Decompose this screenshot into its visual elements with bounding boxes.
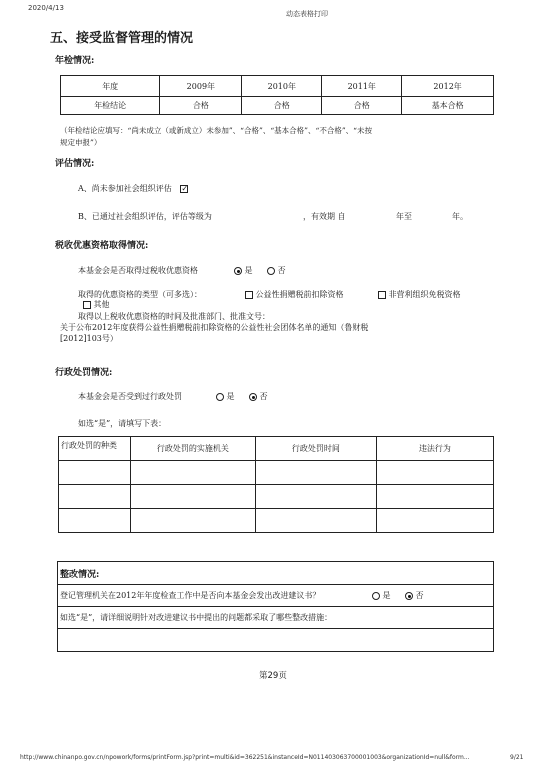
penalty-yes-radio[interactable] bbox=[216, 393, 224, 401]
table-row bbox=[59, 509, 494, 533]
column-header: 行政处罚的种类 bbox=[59, 437, 131, 461]
evaluation-option-a-checkbox[interactable]: ✓ bbox=[181, 184, 189, 193]
table-row bbox=[59, 485, 494, 509]
result-cell: 合格 bbox=[242, 97, 322, 115]
tax-heading: 税收优惠资格取得情况: bbox=[55, 241, 149, 251]
tax-types-label: 取得的优惠资格的类型（可多选）： bbox=[78, 290, 202, 299]
tax-type-1 bbox=[245, 289, 344, 300]
table-row bbox=[59, 461, 494, 485]
tax-approval-text-cont: [2012]103号） bbox=[60, 334, 118, 343]
year-cell: 2010年 bbox=[242, 76, 322, 97]
table-cell[interactable] bbox=[130, 461, 255, 485]
table-cell[interactable] bbox=[376, 461, 493, 485]
footer-url[interactable]: http://www.chinanpo.gov.cn/npowork/forms/printForm.jsp?print=multi&id=362251&instanceId=N011403063700001003&organizationId=null&form... bbox=[20, 754, 470, 761]
table-cell[interactable] bbox=[130, 509, 255, 533]
tax-type-2 bbox=[378, 289, 461, 300]
rectification-yes-radio[interactable] bbox=[372, 592, 380, 600]
evaluation-year-end: 年。 bbox=[452, 212, 468, 221]
result-label-cell: 年检结论 bbox=[61, 97, 160, 115]
year-cell: 2012年 bbox=[402, 76, 494, 97]
column-header: 违法行为 bbox=[376, 437, 493, 461]
tax-type-other-label: 其他 bbox=[93, 300, 110, 309]
tax-yes-radio[interactable] bbox=[234, 267, 242, 275]
column-header: 行政处罚的实施机关 bbox=[130, 437, 255, 461]
annual-check-note: （年检结论应填写：“尚未成立（或新成立）未参加”、“合格”、“基本合格”、“不合格”、“未按 bbox=[60, 126, 373, 135]
result-cell: 基本合格 bbox=[402, 97, 494, 115]
tax-no-label: 否 bbox=[277, 266, 286, 275]
table-cell[interactable] bbox=[59, 509, 131, 533]
section-title: 五、接受监督管理的情况 bbox=[50, 31, 194, 46]
table-cell[interactable] bbox=[255, 485, 376, 509]
annual-check-table bbox=[60, 75, 494, 115]
tax-approval-label: 取得以上税收优惠资格的时间及批准部门、批准文号： bbox=[78, 312, 270, 321]
tax-no-radio[interactable] bbox=[267, 267, 275, 275]
tax-answer bbox=[234, 265, 286, 276]
penalty-heading: 行政处罚情况: bbox=[55, 368, 113, 378]
table-cell[interactable] bbox=[255, 509, 376, 533]
tax-approval-text: 关于公布2012年度获得公益性捐赠税前扣除资格的公益性社会团体名单的通知（鲁财税 bbox=[60, 323, 369, 332]
tax-type-1-label: 公益性捐赠税前扣除资格 bbox=[255, 290, 344, 299]
rectification-divider bbox=[57, 606, 494, 607]
result-cell: 合格 bbox=[160, 97, 242, 115]
result-cell: 合格 bbox=[322, 97, 402, 115]
year-label-cell: 年度 bbox=[61, 76, 160, 97]
table-cell[interactable] bbox=[376, 485, 493, 509]
year-cell: 2009年 bbox=[160, 76, 242, 97]
rectification-no-radio[interactable] bbox=[405, 592, 413, 600]
evaluation-option-b bbox=[78, 211, 212, 222]
rectification-no-label: 否 bbox=[415, 591, 424, 600]
tax-type-2-label: 非营利组织免税资格 bbox=[388, 290, 461, 299]
table-row bbox=[61, 76, 494, 97]
evaluation-option-a-label: A、尚未参加社会组织评估 bbox=[78, 184, 172, 193]
tax-yes-label: 是 bbox=[244, 266, 253, 275]
rectification-yes-label: 是 bbox=[382, 591, 391, 600]
table-row bbox=[61, 97, 494, 115]
tax-type-other-checkbox[interactable] bbox=[83, 301, 91, 309]
penalty-table bbox=[58, 436, 494, 533]
tax-type-other bbox=[83, 299, 110, 310]
rectification-divider bbox=[57, 584, 494, 585]
annual-check-heading: 年检情况: bbox=[55, 56, 95, 66]
evaluation-option-b-label: B、已通过社会组织评估，评估等级为 bbox=[78, 212, 212, 221]
tax-type-2-checkbox[interactable] bbox=[378, 291, 386, 299]
page-number: 第29页 bbox=[259, 671, 287, 681]
table-cell[interactable] bbox=[255, 461, 376, 485]
print-title: 动态表格打印 bbox=[286, 10, 328, 18]
print-date: 2020/4/13 bbox=[28, 4, 64, 12]
evaluation-option-a bbox=[78, 183, 188, 194]
tax-type-1-checkbox[interactable] bbox=[245, 291, 253, 299]
rectification-divider bbox=[57, 628, 494, 629]
evaluation-year-to: 年至 bbox=[396, 212, 412, 221]
rectification-answer bbox=[372, 590, 424, 601]
footer-page-count: 9/21 bbox=[510, 754, 524, 761]
penalty-no-label: 否 bbox=[259, 392, 268, 401]
annual-check-note-cont: 规定申报”） bbox=[60, 138, 102, 147]
evaluation-heading: 评估情况: bbox=[55, 159, 95, 169]
tax-question: 本基金会是否取得过税收优惠资格 bbox=[78, 266, 198, 275]
rectification-question: 登记管理机关在2012年年度检查工作中是否向本基金会发出改进建议书？ bbox=[60, 591, 321, 600]
evaluation-validity: ，有效期 自 bbox=[303, 212, 346, 221]
rectification-heading: 整改情况: bbox=[60, 570, 100, 580]
penalty-question: 本基金会是否受到过行政处罚 bbox=[78, 392, 182, 401]
column-header: 行政处罚时间 bbox=[255, 437, 376, 461]
table-cell[interactable] bbox=[59, 461, 131, 485]
table-cell[interactable] bbox=[130, 485, 255, 509]
table-cell[interactable] bbox=[376, 509, 493, 533]
year-cell: 2011年 bbox=[322, 76, 402, 97]
penalty-no-radio[interactable] bbox=[249, 393, 257, 401]
table-cell[interactable] bbox=[59, 485, 131, 509]
rectification-detail: 如选“是”，请详细说明针对改进建议书中提出的问题都采取了哪些整改措施： bbox=[60, 613, 333, 622]
penalty-yes-label: 是 bbox=[226, 392, 235, 401]
table-row bbox=[59, 437, 494, 461]
penalty-answer bbox=[216, 391, 268, 402]
penalty-fill-note: 如选“是”，请填写下表： bbox=[78, 419, 167, 428]
